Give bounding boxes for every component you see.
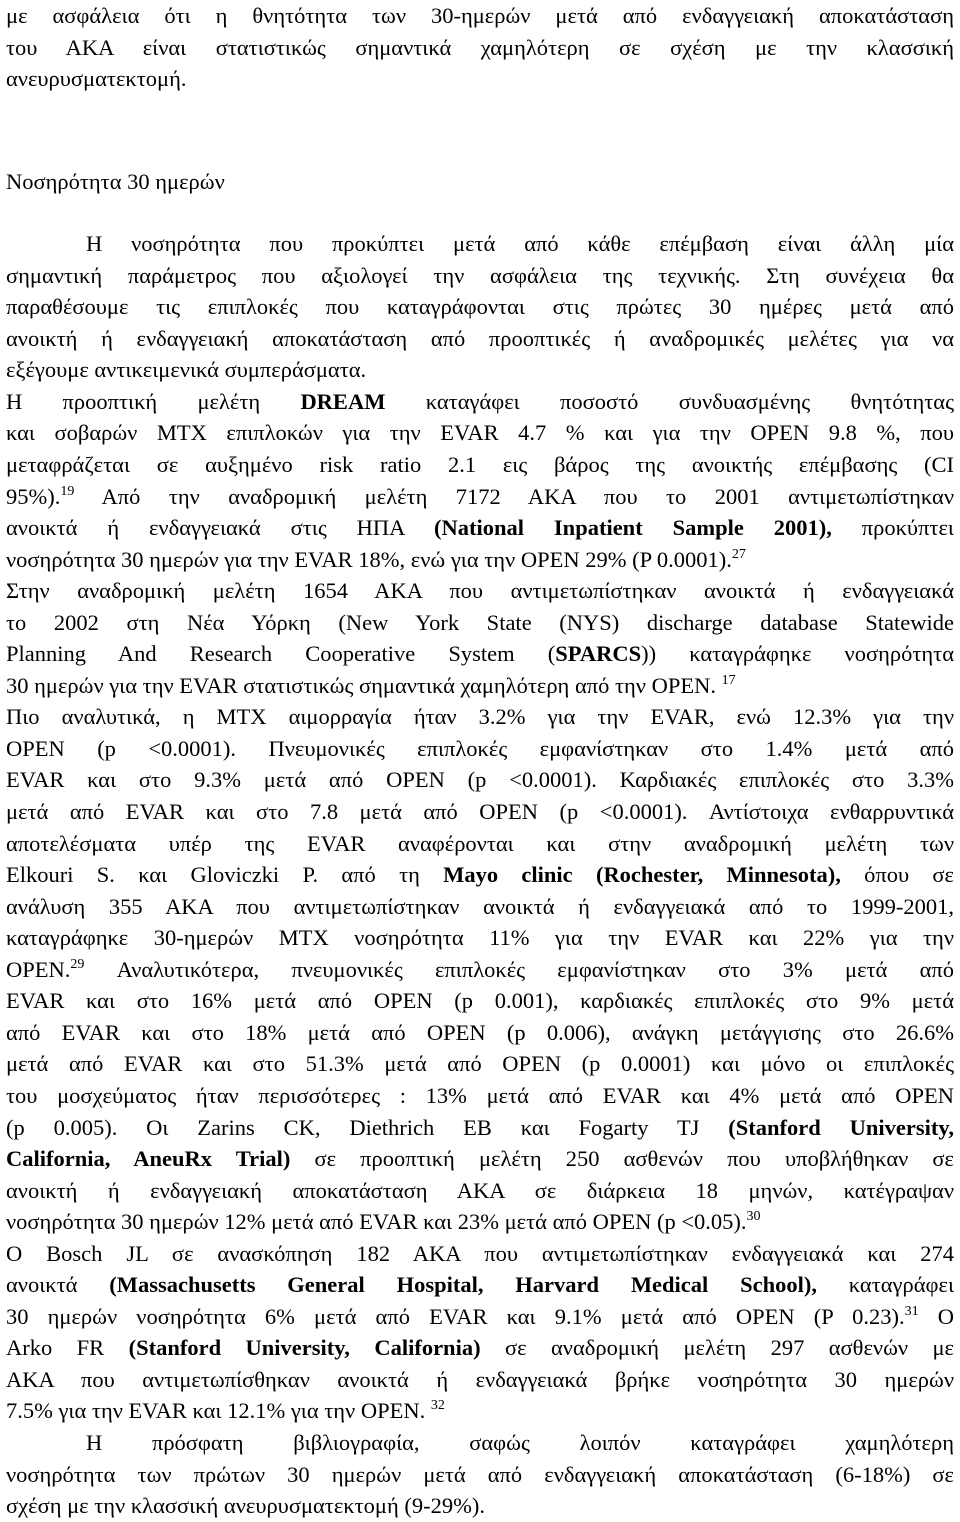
text-line: Στην αναδρομική μελέτη 1654 ΑΚΑ που αντιμετωπίστηκαν ανοικτά ή ενδαγγειακά <box>6 578 954 604</box>
bold-source: (Stanford University, California) <box>128 1335 481 1361</box>
text-run: 30 ημερών για την EVAR στατιστικώς σημαντικά χαμηλότερη από την OPEN. <box>6 672 722 698</box>
text-line <box>6 1395 954 1427</box>
text-line <box>6 1269 954 1301</box>
text-line <box>6 638 954 670</box>
text-line: EVAR και στο 9.3% μετά από OPEN (p <0.0001). Καρδιακές επιπλοκές στο 3.3% <box>6 767 954 793</box>
citation-ref: 32 <box>430 1398 445 1414</box>
text-line: από EVAR και στο 18% μετά από OPEN (p 0.006), ανάγκη μετάγγισης στο 26.6% <box>6 1019 954 1045</box>
citation-ref: 30 <box>746 1209 761 1225</box>
text-line: μετά από EVAR και στο 51.3% μετά από OPEN (p 0.0001) και μόνο οι επιπλοκές <box>6 1051 954 1077</box>
text-line: Η νοσηρότητα που προκύπτει μετά από κάθε επέμβαση είναι άλλη μία <box>86 231 954 257</box>
text-line <box>6 1143 954 1175</box>
text-line: Ο Bosch JL σε ανασκόπηση 182 ΑΚΑ που αντιμετωπίστηκαν ενδαγγειακά και 274 <box>6 1240 954 1266</box>
text-line: το 2002 στη Νέα Υόρκη (New York State (NYS) discharge database Statewide <box>6 609 954 635</box>
text-line: του μοσχεύματος ήταν περισσότερες : 13% μετά από EVAR και 4% μετά από OPEN <box>6 1082 954 1108</box>
text-line: ανάλυση 355 ΑΚΑ που αντιμετωπίστηκαν ανοικτά ή ενδαγγειακά από το 1999-2001, <box>6 893 954 919</box>
text-line <box>6 1301 954 1333</box>
text-run: Από την αναδρομική μελέτη 7172 ΑΚΑ που το 2001 αντιμετωπίστηκαν <box>74 483 954 509</box>
text-run: νοσηρότητα 30 ημερών 12% μετά από EVAR και 23% μετά από OPEN (p <0.05). <box>6 1209 747 1235</box>
text-run: ανοικτά <box>6 1272 110 1298</box>
text-run: όπου σε <box>840 862 954 888</box>
bold-source: (National Inpatient Sample 2001), <box>434 515 832 541</box>
text-line: Πιο αναλυτικά, η ΜΤΧ αιμορραγία ήταν 3.2% για την EVAR, ενώ 12.3% για την <box>6 704 954 730</box>
text-run: καταγράφει <box>816 1272 954 1298</box>
text-line <box>6 481 954 513</box>
text-run: Arko FR <box>6 1335 129 1361</box>
section-heading-wrap <box>6 166 954 198</box>
text-run: σε αναδρομική μελέτη 297 ασθενών με <box>480 1335 954 1361</box>
text-line: μετά από EVAR και στο 7.8 μετά από OPEN (p <0.0001). Αντίστοιχα ενθαρρυντικά <box>6 799 954 825</box>
text-line <box>6 1112 954 1144</box>
text-line: με ασφάλεια ότι η θνητότητα των 30-ημερών μετά από ενδαγγειακή αποκατάσταση <box>6 3 954 28</box>
citation-ref: 27 <box>731 546 746 562</box>
text-line: σχέση με την κλασσική ανευρυσματεκτομή (9-29%). <box>6 1493 485 1519</box>
text-run: Planning And Research Cooperative System ( <box>6 641 556 667</box>
text-run: OPEN. <box>6 956 71 982</box>
text-line: Η πρόσφατη βιβλιογραφία, σαφώς λοιπόν καταγράφει χαμηλότερη <box>86 1429 954 1455</box>
bold-source: (Stanford University, <box>728 1114 954 1140</box>
paragraph-3 <box>6 1427 954 1522</box>
bold-source: Mayo clinic (Rochester, Minnesota), <box>443 862 841 888</box>
citation-ref: 19 <box>60 483 75 499</box>
text-line: αποτελέσματα υπέρ της EVAR αναφέρονται και στην αναδρομική μελέτη των <box>6 830 954 856</box>
citation-ref: 17 <box>721 672 736 688</box>
text-run: 7.5% για την EVAR και 12.1% για την OPEN. <box>6 1398 431 1424</box>
text-line: μεταφράζεται σε αυξημένο risk ratio 2.1 εις βάρος της ανοικτής επέμβασης (CI <box>6 452 954 478</box>
text-run: 30 ημερών νοσηρότητα 6% μετά από EVAR και 9.1% μετά από OPEN (P 0.23). <box>6 1303 905 1329</box>
text-line <box>6 386 954 418</box>
bold-source: (Massachusetts General Hospital, Harvard Medical School), <box>109 1272 817 1298</box>
citation-ref: 29 <box>70 956 85 972</box>
text-line: και σοβαρών ΜΤΧ επιπλοκών για την EVAR 4.7 % και για την OPEN 9.8 %, που <box>6 420 954 446</box>
text-line: παραθέσουμε τις επιπλοκές που καταγράφονται στις πρώτες 30 ημέρες μετά από <box>6 294 954 320</box>
text-line <box>6 670 954 702</box>
section-heading: Νοσηρότητα 30 ημερών <box>6 168 225 194</box>
text-line <box>6 544 954 576</box>
text-line: ΑΚΑ που αντιμετωπίσθηκαν ανοικτά ή ενδαγγειακά βρήκε νοσηρότητα 30 ημερών <box>6 1366 954 1392</box>
study-name-dream: DREAM <box>300 388 386 414</box>
text-line <box>6 1332 954 1364</box>
text-line <box>6 954 954 986</box>
intro-paragraph <box>6 0 954 95</box>
text-run: προκύπτει <box>831 515 954 541</box>
text-line: του ΑΚΑ είναι στατιστικώς σημαντικά χαμηλότερη σε σχέση με την κλασσική <box>6 34 954 60</box>
text-line <box>6 859 954 891</box>
text-line: ανοικτή ή ενδαγγειακή αποκατάσταση ΑΚΑ σε διάρκεια 18 μηνών, κατέγραψαν <box>6 1177 954 1203</box>
text-line: ανοικτή ή ενδαγγειακή αποκατάσταση από προοπτικές ή αναδρομικές μελέτες για να <box>6 325 954 351</box>
bold-source: SPARCS <box>555 641 642 667</box>
text-line: καταγράφηκε 30-ημερών ΜΤΧ νοσηρότητα 11% για την EVAR και 22% για την <box>6 925 954 951</box>
text-line: EVAR και στο 16% μετά από OPEN (p 0.001), καρδιακές επιπλοκές στο 9% μετά <box>6 988 954 1014</box>
bold-source: California, AneuRx Trial) <box>6 1146 291 1172</box>
text-run: Η προοπτική μελέτη <box>6 388 301 414</box>
text-line: νοσηρότητα των πρώτων 30 ημερών μετά από ενδαγγειακή αποκατάσταση (6-18%) σε <box>6 1461 954 1487</box>
text-run: καταγάφει ποσοστό συνδυασμένης θνητότητας <box>385 388 954 414</box>
paragraph-1 <box>6 228 954 386</box>
text-run: (p 0.005). Οι Zarins CK, Diethrich EB και Fogarty TJ <box>6 1114 729 1140</box>
citation-ref: 31 <box>904 1303 919 1319</box>
text-line: ανευρυσματεκτομή. <box>6 66 187 92</box>
text-run: σε προοπτική μελέτη 250 ασθενών που υποβλήθηκαν σε <box>290 1146 954 1172</box>
text-run: Αναλυτικότερα, πνευμονικές επιπλοκές εμφανίστηκαν στο 3% μετά από <box>84 956 954 982</box>
text-run: νοσηρότητα 30 ημερών για την EVAR 18%, ενώ για την OPEN 29% (P 0.0001). <box>6 546 732 572</box>
text-run: Elkouri S. και Gloviczki P. από τη <box>6 862 444 888</box>
text-line: OPEN (p <0.0001). Πνευμονικές επιπλοκές εμφανίστηκαν στο 1.4% μετά από <box>6 735 954 761</box>
text-run: ανοικτά ή ενδαγγειακά στις ΗΠΑ <box>6 515 435 541</box>
text-run: Ο <box>918 1303 955 1329</box>
text-line: σημαντική παράμετρος που αξιολογεί την ασφάλεια της τεχνικής. Στη συνέχεια θα <box>6 262 954 288</box>
text-run: 95%). <box>6 483 61 509</box>
text-line <box>6 1206 954 1238</box>
text-line: εξέγουμε αντικειμενικά συμπεράσματα. <box>6 357 367 383</box>
text-run: )) καταγράφηκε νοσηρότητα <box>641 641 954 667</box>
paragraph-2 <box>6 386 954 1427</box>
text-line <box>6 512 954 544</box>
